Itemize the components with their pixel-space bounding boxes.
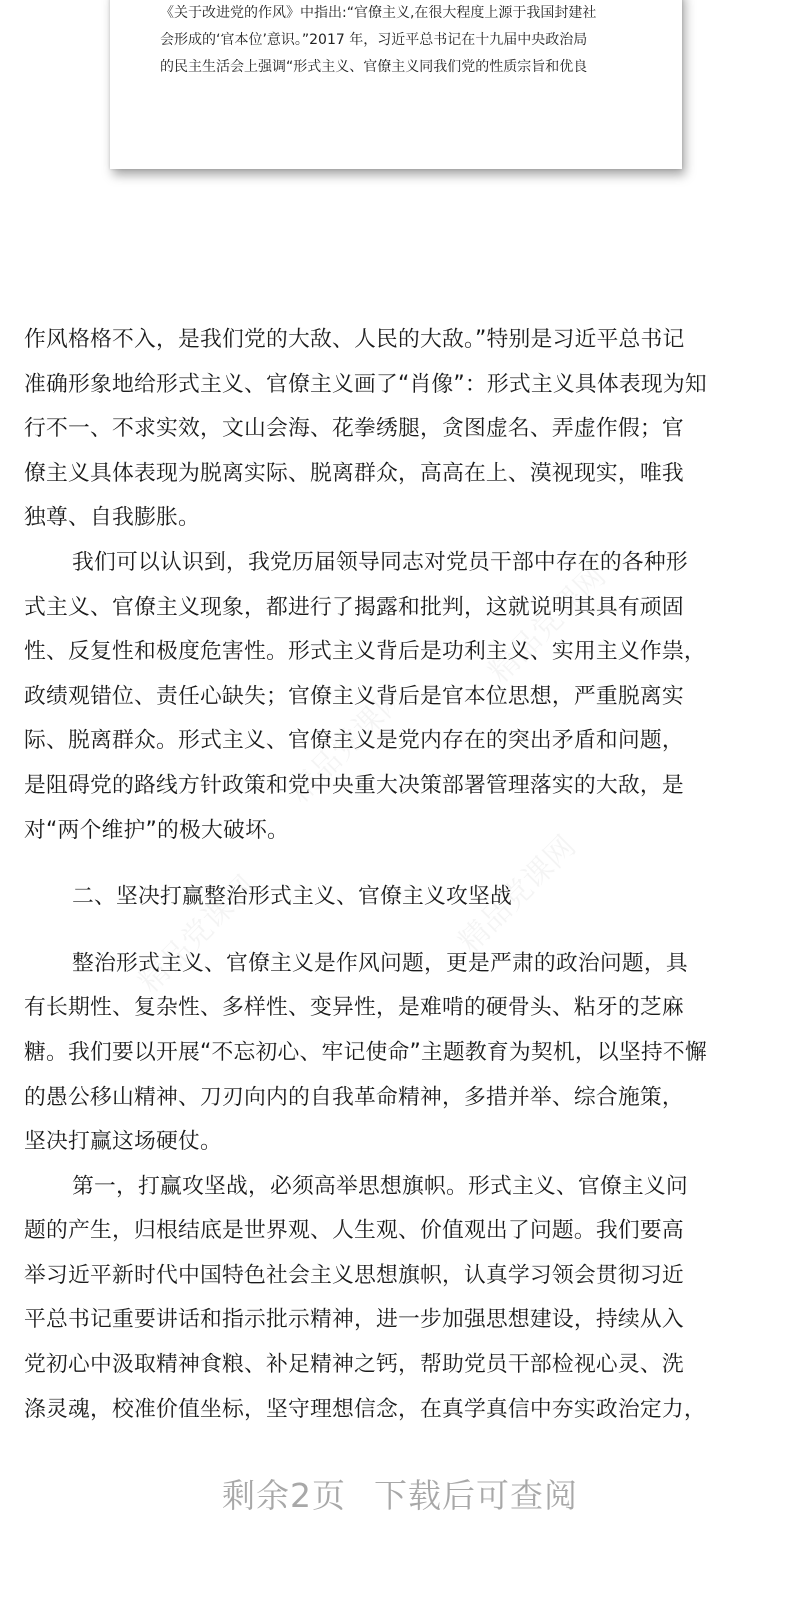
- download-hint-label: 下载后可查阅: [374, 1476, 578, 1515]
- text-line: 题的产生，归根结底是世界观、人生观、价值观出了问题。我们要高: [24, 1218, 684, 1244]
- text-line: 坚决打赢这场硬仗。: [24, 1129, 222, 1155]
- download-prompt[interactable]: [0, 1470, 800, 1517]
- paragraph-3: [24, 942, 776, 1165]
- preview-card-text: [160, 0, 638, 81]
- text-line: 党初心中汲取精神食粮、补足精神之钙，帮助党员干部检视心灵、洗: [24, 1352, 684, 1378]
- text-line: 的愚公移山精神、刀刃向内的自我革命精神，多措并举、综合施策，: [24, 1084, 684, 1110]
- paragraph-4: [24, 1165, 776, 1433]
- text-line: 行不一、不求实效，文山会海、花拳绣腿，贪图虚名、弄虚作假；官: [24, 416, 684, 442]
- text-line: 际、脱离群众。形式主义、官僚主义是党内存在的突出矛盾和问题，: [24, 728, 684, 754]
- paragraph-1: [24, 318, 776, 541]
- text-line: 对“两个维护”的极大破坏。: [24, 817, 289, 843]
- card-line: 《关于改进党的作风》中指出:“官僚主义,在很大程度上源于我国封建社: [160, 5, 597, 21]
- section-heading: 二、坚决打赢整治形式主义、官僚主义攻坚战: [72, 884, 512, 910]
- text-line: 独尊、自我膨胀。: [24, 505, 200, 531]
- text-line: 涤灵魂，校准价值坐标，坚守理想信念，在真学真信中夯实政治定力，: [24, 1396, 706, 1422]
- text-line: 平总书记重要讲话和指示批示精神，进一步加强思想建设，持续从入: [24, 1307, 684, 1333]
- paragraph-2: [24, 541, 776, 853]
- preview-page-card: [110, 0, 682, 169]
- text-line: 第一，打赢攻坚战，必须高举思想旗帜。形式主义、官僚主义问: [72, 1173, 688, 1199]
- text-line: 举习近平新时代中国特色社会主义思想旗帜，认真学习领会贯彻习近: [24, 1262, 684, 1288]
- card-line: 会形成的‘官本位’意识。”2017 年，习近平总书记在十九届中央政治局: [160, 32, 588, 48]
- text-line: 整治形式主义、官僚主义是作风问题，更是严肃的政治问题，具: [72, 950, 688, 976]
- remaining-pages-label: 剩余2页: [222, 1476, 346, 1515]
- text-line: 有长期性、复杂性、多样性、变异性，是难啃的硬骨头、粘牙的芝麻: [24, 995, 684, 1021]
- text-line: 政绩观错位、责任心缺失；官僚主义背后是官本位思想，严重脱离实: [24, 683, 684, 709]
- text-line: 准确形象地给形式主义、官僚主义画了“肖像”：形式主义具体表现为知: [24, 371, 707, 397]
- card-line: 的民主生活会上强调“形式主义、官僚主义同我们党的性质宗旨和优良: [160, 59, 588, 75]
- text-line: 我们可以认识到，我党历届领导同志对党员干部中存在的各种形: [72, 549, 688, 575]
- text-line: 僚主义具体表现为脱离实际、脱离群众，高高在上、漠视现实，唯我: [24, 460, 684, 486]
- text-line: 式主义、官僚主义现象，都进行了揭露和批判，这就说明其具有顽固: [24, 594, 684, 620]
- text-line: 是阻碍党的路线方针政策和党中央重大决策部署管理落实的大敌，是: [24, 772, 684, 798]
- text-line: 糖。我们要以开展“不忘初心、牢记使命”主题教育为契机，以坚持不懈: [24, 1039, 707, 1065]
- document-body: [24, 318, 776, 1432]
- text-line: 性、反复性和极度危害性。形式主义背后是功利主义、实用主义作祟，: [24, 639, 706, 665]
- text-line: 作风格格不入，是我们党的大敌、人民的大敌。”特别是习近平总书记: [24, 327, 685, 352]
